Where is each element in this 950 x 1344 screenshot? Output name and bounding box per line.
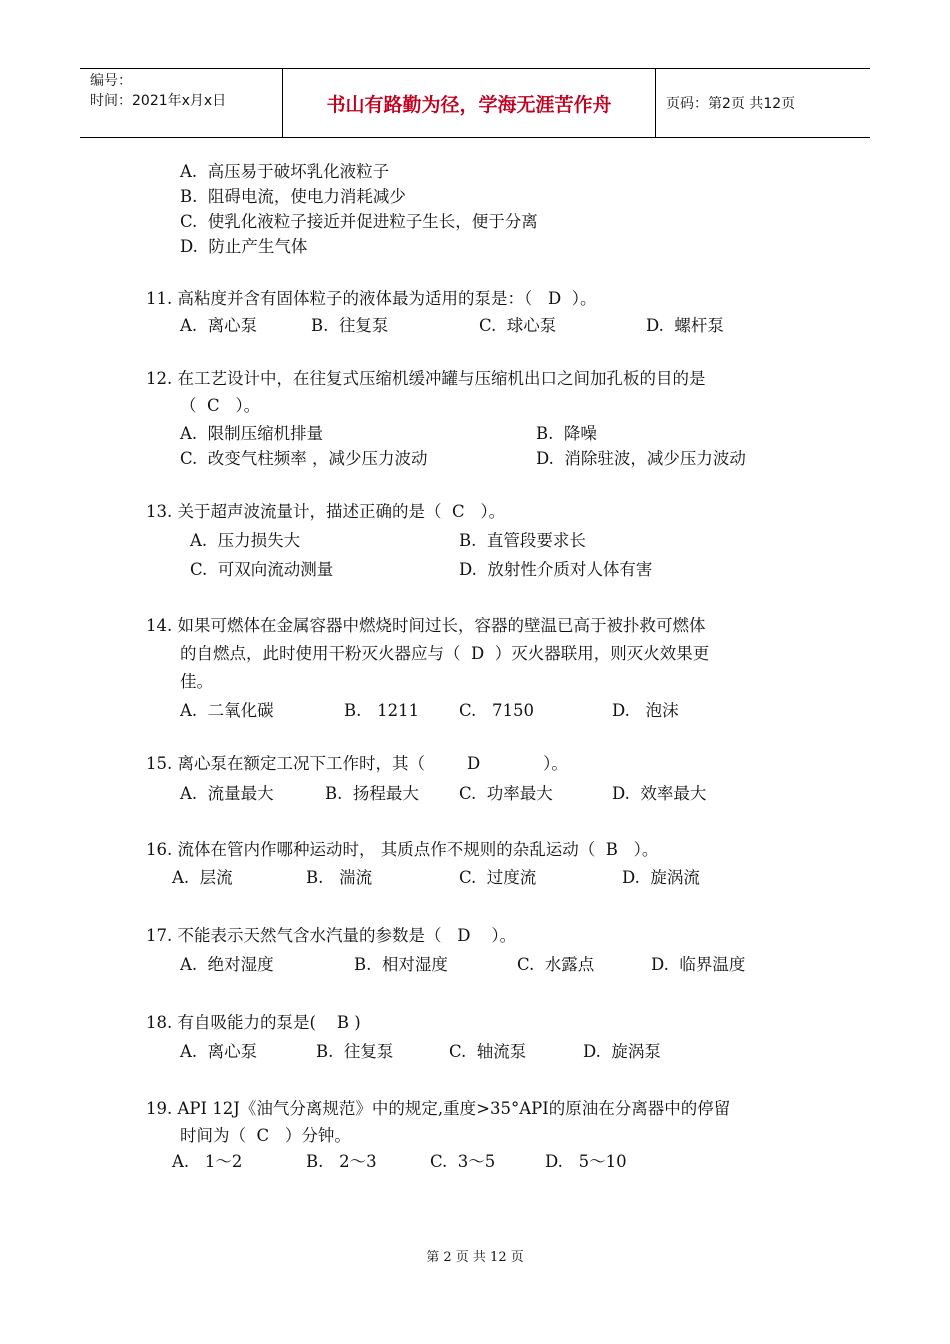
q17-option-a: A. 绝对湿度 [180,955,274,974]
q13-option-a: A. 压力损失大 [190,531,301,550]
doc-number-label: 编号： [90,73,132,89]
q14-option-d: D. 泡沫 [612,701,679,720]
q16-option-d: D. 旋涡流 [622,868,700,887]
header-page-info: 页码：第2页 共12页 [666,96,796,112]
q15-option-b: B. 扬程最大 [325,784,419,803]
q19-option-b: B. 2～3 [306,1152,377,1171]
q16-option-c: C. 过度流 [459,868,537,887]
q11-stem: 11. 高粘度并含有固体粒子的液体最为适用的泵是：（ D ）。 [146,289,597,308]
q11-option-d: D. 螺杆泵 [646,316,724,335]
q15-option-d: D. 效率最大 [612,784,707,803]
q13-option-c: C. 可双向流动测量 [190,560,334,579]
q13-stem: 13. 关于超声波流量计，描述正确的是（ C ）。 [146,502,506,521]
q16-option-b: B. 湍流 [306,868,373,887]
q18-option-a: A. 离心泵 [180,1042,258,1061]
q18-option-d: D. 旋涡泵 [583,1042,661,1061]
q11-option-b: B. 往复泵 [311,316,389,335]
q17-option-d: D. 临界温度 [651,955,746,974]
page-header [80,68,870,138]
q14-stem-line2: 的自燃点，此时使用干粉灭火器应与（ D ）灭火器联用，则灭火效果更 [180,644,710,663]
q18-option-c: C. 轴流泵 [449,1042,527,1061]
q12-option-d: D. 消除驻波，减少压力波动 [536,449,746,468]
q13-option-d: D. 放射性介质对人体有害 [459,560,653,579]
q15-stem: 15. 离心泵在额定工况下工作时，其（ D ）。 [146,754,568,773]
header-meta [80,69,283,137]
q19-stem-line1: 19. API 12J《油气分离规范》中的规定,重度>35°API的原油在分离器中的停留 [146,1099,731,1118]
q14-stem-line1: 14. 如果可燃体在金属容器中燃烧时间过长，容器的壁温已高于被扑救可燃体 [146,616,706,635]
intro-option-c: C. 使乳化液粒子接近并促进粒子生长，便于分离 [180,212,538,231]
q14-option-b: B. 1211 [344,701,420,720]
q13-option-b: B. 直管段要求长 [459,531,586,550]
q19-option-d: D. 5～10 [545,1152,627,1171]
q19-option-a: A. 1～2 [172,1152,243,1171]
q17-option-c: C. 水露点 [517,955,595,974]
page-footer: 第 2 页 共 12 页 [426,1250,524,1265]
intro-option-a: A. 高压易于破坏乳化液粒子 [180,162,390,181]
q12-option-c: C. 改变气柱频率 ，减少压力波动 [180,449,428,468]
q17-option-b: B. 相对湿度 [354,955,448,974]
q11-option-c: C. 球心泵 [479,316,557,335]
intro-option-d: D. 防止产生气体 [180,237,308,256]
q12-stem-line1: 12. 在工艺设计中，在往复式压缩机缓冲罐与压缩机出口之间加孔板的目的是 [146,369,706,388]
q12-stem-line2: （ C ）。 [180,396,261,415]
q18-option-b: B. 往复泵 [316,1042,394,1061]
header-motto: 书山有路勤为径，学海无涯苦作舟 [283,69,656,137]
q14-stem-line3: 佳。 [180,672,213,691]
q12-option-a: A. 限制压缩机排量 [180,424,324,443]
q17-stem: 17. 不能表示天然气含水汽量的参数是（ D ）。 [146,926,517,945]
q15-option-a: A. 流量最大 [180,784,274,803]
q14-option-a: A. 二氧化碳 [180,701,274,720]
q16-stem: 16. 流体在管内作哪种运动时， 其质点作不规则的杂乱运动（ B ）。 [146,840,659,859]
q15-option-c: C. 功率最大 [459,784,553,803]
doc-time-label: 时间：2021年x月x日 [90,93,227,109]
q18-stem: 18. 有自吸能力的泵是( B ) [146,1013,361,1032]
intro-option-b: B. 阻碍电流，使电力消耗减少 [180,187,406,206]
q16-option-a: A. 层流 [172,868,233,887]
q12-option-b: B. 降噪 [536,424,597,443]
q11-option-a: A. 离心泵 [180,316,258,335]
q19-option-c: C. 3～5 [430,1152,496,1171]
q14-option-c: C. 7150 [459,701,535,720]
q19-stem-line2: 时间为（ C ）分钟。 [180,1126,351,1145]
